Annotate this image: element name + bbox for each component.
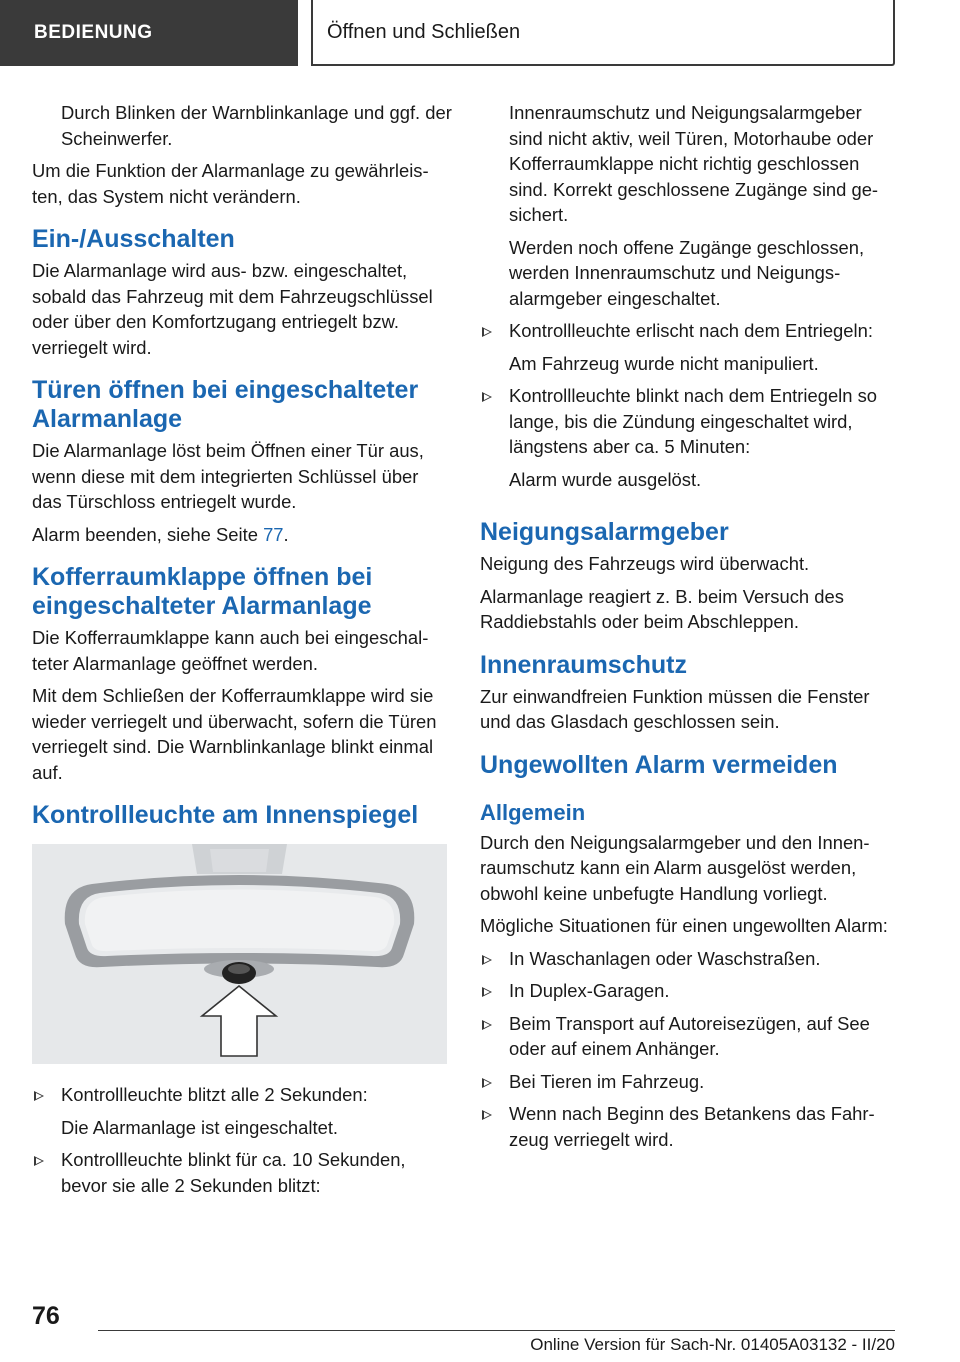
heading-allgemein: Allgemein — [480, 799, 586, 825]
innen-paragraph: Zur einwandfreien Funktion müssen die Fenster und das Glasdach geschlossen sein. — [480, 685, 870, 732]
triangle-bullet-icon — [482, 955, 492, 965]
situation-item — [480, 1101, 900, 1152]
bullet-item — [32, 1147, 452, 1198]
situation-text: Wenn nach Beginn des Betankens das Fahr-zeug verriegelt wird. — [509, 1103, 875, 1150]
bullet-text: Kontrollleuchte erlischt nach dem Entriegeln: — [509, 320, 873, 341]
situation-item — [480, 978, 900, 1004]
heading-ungewollter-alarm: Ungewollten Alarm vermeiden — [480, 750, 838, 779]
page-link-77[interactable]: 77 — [263, 523, 284, 545]
triangle-bullet-icon — [482, 1020, 492, 1030]
allgemein-paragraph-2: Mögliche Situationen für einen ungewollten Alarm: — [480, 915, 888, 936]
bullet-text: Kontrollleuchte blitzt alle 2 Sekunden: — [61, 1084, 368, 1105]
situation-text: Beim Transport auf Autoreisezügen, auf See oder auf einem Anhänger. — [509, 1012, 870, 1059]
triangle-bullet-icon — [482, 327, 492, 337]
heading-kontrollleuchte: Kontrollleuchte am Innenspiegel — [32, 801, 419, 829]
section-tab — [0, 0, 298, 66]
bullet-item — [480, 383, 900, 460]
triangle-bullet-icon — [482, 987, 492, 997]
alarm-ref-end: . — [283, 523, 289, 545]
section-title: BEDIENUNG — [34, 22, 153, 43]
heading-neigungsalarmgeber: Neigungsalarmgeber — [480, 518, 729, 546]
page-number: 76 — [32, 1302, 60, 1330]
ein-paragraph: Die Alarmanlage wird aus- bzw. eingeschaltet, sobald das Fahrzeug mit dem Fahrzeugschlüssel oder über den Komfortzugang entriegelt bzw. verriegelt wird. — [32, 260, 433, 358]
heading-innenraumschutz: Innenraumschutz — [480, 650, 687, 679]
right-column — [480, 100, 900, 1159]
situation-item — [480, 1011, 900, 1062]
koffer-paragraph-2: Mit dem Schließen der Kofferraumklappe wird sie wieder verriegelt und überwacht, sofern die Türen verriegelt sind. Die Warnblinkanlage blinkt einmal auf. — [32, 685, 437, 783]
heading-tueren-oeffnen: Türen öffnen bei eingeschalteter Alarmanlage — [32, 376, 419, 433]
heading-kofferraumklappe: Kofferraumklappe öffnen bei eingeschalteter Alarmanlage — [32, 563, 373, 620]
situation-text: Bei Tieren im Fahrzeug. — [509, 1070, 705, 1092]
triangle-bullet-icon — [482, 392, 492, 402]
bullet-item — [32, 1082, 452, 1108]
situation-item — [480, 946, 900, 972]
koffer-paragraph-1: Die Kofferraumklappe kann auch bei eingeschal-teter Alarmanlage geöffnet werden. — [32, 627, 429, 674]
continued-paragraph-2: Werden noch offene Zugänge geschlossen, werden Innenraumschutz und Neigungs-alarmgeber eingeschaltet. — [509, 236, 865, 309]
alarm-ref-text: Alarm beenden, siehe Seite — [32, 523, 264, 545]
mirror-illustration — [32, 844, 447, 1064]
bullet-text: Kontrollleuchte blinkt für ca. 10 Sekunden, bevor sie alle 2 Sekunden blitzt: — [61, 1149, 406, 1196]
situation-item — [480, 1069, 900, 1095]
neigung-paragraph-2: Alarmanlage reagiert z. B. beim Versuch des Raddiebstahls oder beim Abschleppen. — [480, 585, 844, 632]
heading-ein-ausschalten: Ein-/Ausschalten — [32, 225, 235, 253]
intro-indent-text: Durch Blinken der Warnblinkanlage und ggf. der Scheinwerfer. — [61, 102, 452, 149]
triangle-bullet-icon — [34, 1091, 44, 1101]
chapter-header — [311, 0, 895, 66]
footer-divider — [98, 1330, 895, 1331]
bullet-text: Kontrollleuchte blinkt nach dem Entriegeln so lange, bis die Zündung eingeschaltet wird, längstens aber ca. 5 Minuten: — [509, 385, 878, 457]
situation-text: In Waschanlagen oder Waschstraßen. — [509, 947, 821, 969]
triangle-bullet-icon — [34, 1156, 44, 1166]
situation-text: In Duplex-Garagen. — [509, 980, 670, 1001]
allgemein-paragraph-1: Durch den Neigungsalarmgeber und den Innen-raumschutz kann ein Alarm ausgelöst werden, obwohl keine unbefugte Handlung vorliegt. — [480, 831, 870, 904]
alarm-reference — [32, 522, 452, 548]
bullet-sub-text: Die Alarmanlage ist eingeschaltet. — [61, 1116, 339, 1138]
triangle-bullet-icon — [482, 1078, 492, 1088]
triangle-bullet-icon — [482, 1110, 492, 1120]
neigung-paragraph-1: Neigung des Fahrzeugs wird überwacht. — [480, 553, 810, 574]
rearview-mirror-icon — [32, 844, 447, 1064]
left-column — [32, 100, 452, 1205]
tueren-paragraph: Die Alarmanlage löst beim Öffnen einer Tür aus, wenn diese mit dem integrierten Schlüssel über das Türschloss entriegelt wurde. — [32, 440, 424, 512]
online-version-note: Online Version für Sach-Nr. 01405A03132 - II/20 — [530, 1335, 895, 1354]
bullet-item — [480, 318, 900, 344]
chapter-title: Öffnen und Schließen — [327, 20, 521, 43]
bullet-sub-text: Alarm wurde ausgelöst. — [509, 468, 702, 490]
intro-paragraph: Um die Funktion der Alarmanlage zu gewährleis-ten, das System nicht verändern. — [32, 160, 429, 207]
bullet-sub-text: Am Fahrzeug wurde nicht manipuliert. — [509, 352, 819, 374]
continued-paragraph-1: Innenraumschutz und Neigungsalarmgeber sind nicht aktiv, weil Türen, Motorhaube oder Kofferraumklappe nicht richtig geschlossen sind. Korrekt geschlossene Zugänge sind ge-sichert. — [509, 102, 879, 225]
